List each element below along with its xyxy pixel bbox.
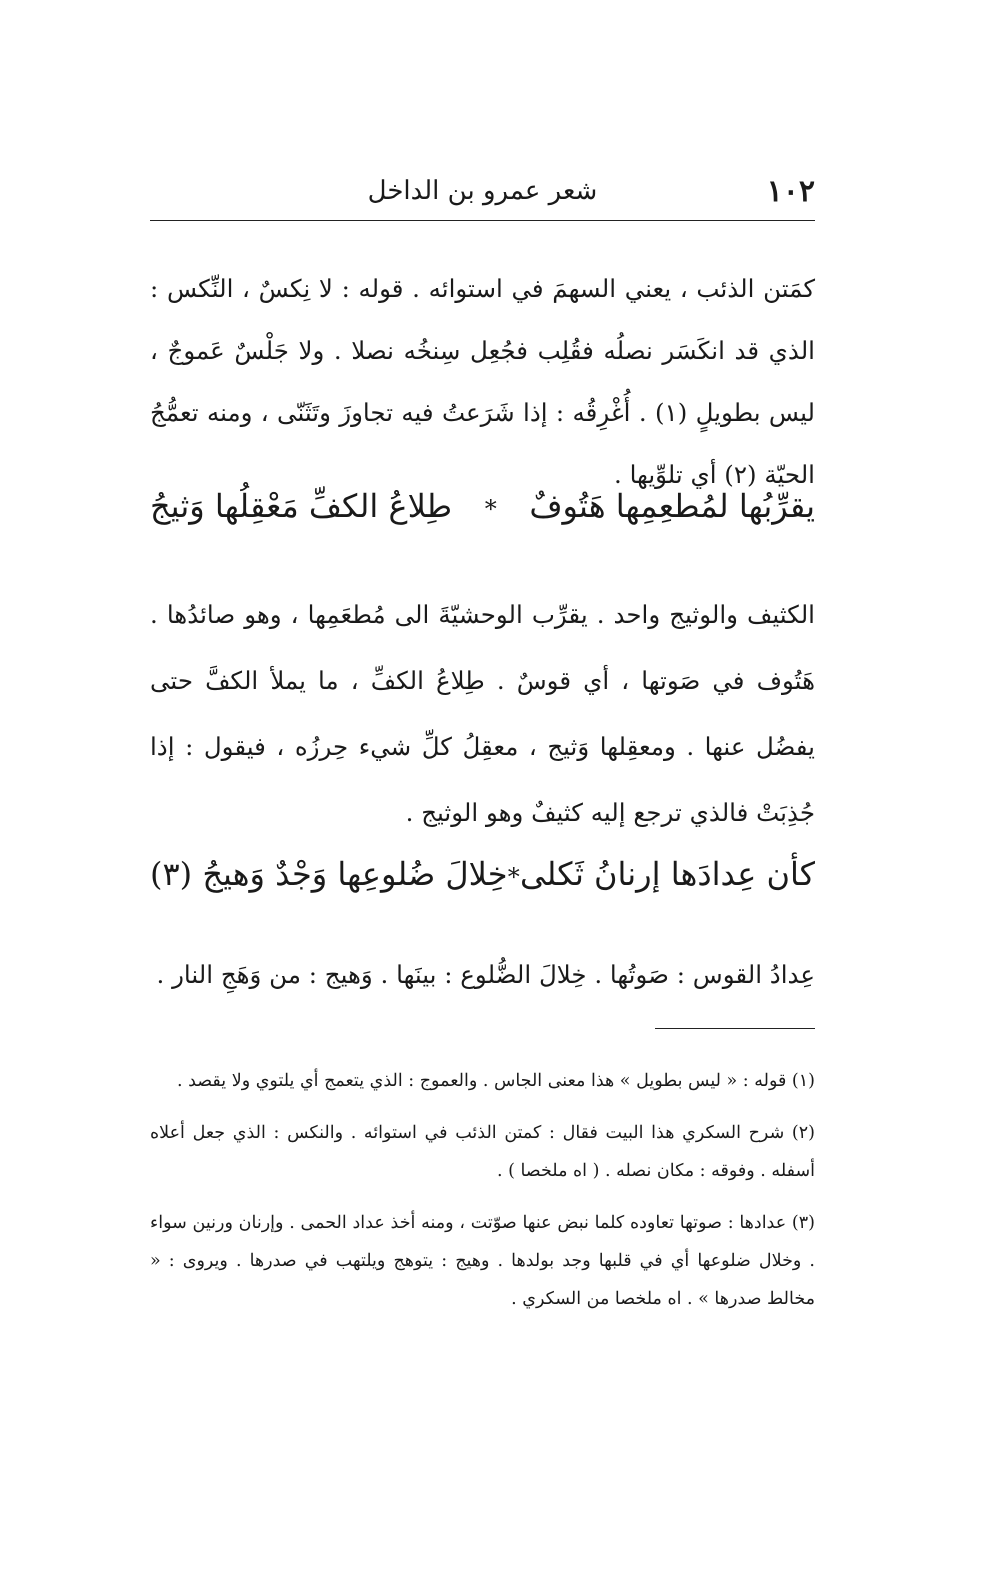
verse-1-first-hemistich: يقرِّبُها لمُطعِمِها هَتُوفٌ [529,487,815,525]
footnotes [150,1062,815,1332]
poem-verse-1 [150,487,815,525]
verse-1-second-hemistich: طِلاعُ الكفِّ مَعْقِلُها وَثيجُ [150,487,453,525]
footnote-2: (٢) شرح السكري هذا البيت فقال : كمتن الذئب في استوائه . والنكس : الذي جعل أعلاه أسفله . وفوقه : مكان نصله . ( اه ملخصا ) . [150,1123,815,1181]
commentary-paragraph-3: عِدادُ القوس : صَوتُها . خِلالَ الضُّلوع : بينَها . وَهيج : من وَهَجِ النار . [156,960,815,989]
verse-2-first-hemistich: كأن عِدادَها إرنانُ ثَكلى [520,855,815,893]
page-number: ١٠٢ [766,174,815,209]
verse-2-second-hemistich: خِلالَ ضُلوعِها وَجْدٌ وَهيجُ (٣) [150,855,508,893]
page-header [150,168,815,221]
running-title: شعر عمرو بن الداخل [367,176,598,206]
footnote-1: (١) قوله : « ليس بطويل » هذا معنى الجاس . والعموج : الذي يتعمج أي يلتوي ولا يقصد . [176,1071,815,1091]
verse-1-separator: * [484,495,497,523]
footnote-divider [655,1028,815,1029]
verse-2-separator: * [507,863,520,891]
commentary-paragraph-1: كمَتن الذئب ، يعني السهمَ في استوائه . قوله : لا نِكسٌ ، النِّكس : الذي قد انكَسَر نصلُه فقُلِب فجُعِل سِنخُه نصلا . ولا جَلْسٌ عَموجٌ ، ليس بطويلٍ (١) . أُغْرِقُه : إذا شَرَعتُ فيه تجاوزَ وتَثَنّى ، ومنه تعمُّجُ الحيّة (٢) أي تلوِّيها . [150,274,815,489]
commentary-paragraph-2: الكثيف والوثيج واحد . يقرِّب الوحشيّةَ الى مُطعَمِها ، وهو صائدُها . هَتُوف في صَوتها ، أي قوسٌ . طِلاعُ الكفِّ ، ما يملأ الكفَّ حتى يفضُل عنها . ومعقِلها وَثيج ، معقِلُ كلِّ شيء حِرزُه ، فيقول : إذا جُذِبَتْ فالذي ترجع إليه كثيفٌ وهو الوثيج . [150,600,815,827]
poem-verse-2 [150,855,815,893]
footnote-3: (٣) عدادها : صوتها تعاوده كلما نبض عنها صوّتت ، ومنه أخذ عداد الحمى . وإرنان ورنين سواء . وخلال ضلوعها أي في قلبها وجد بولدها . وهيج : يتوهج ويلتهب في صدرها . ويروى : « مخالط صدرها » . اه ملخصا من السكري . [150,1213,815,1309]
